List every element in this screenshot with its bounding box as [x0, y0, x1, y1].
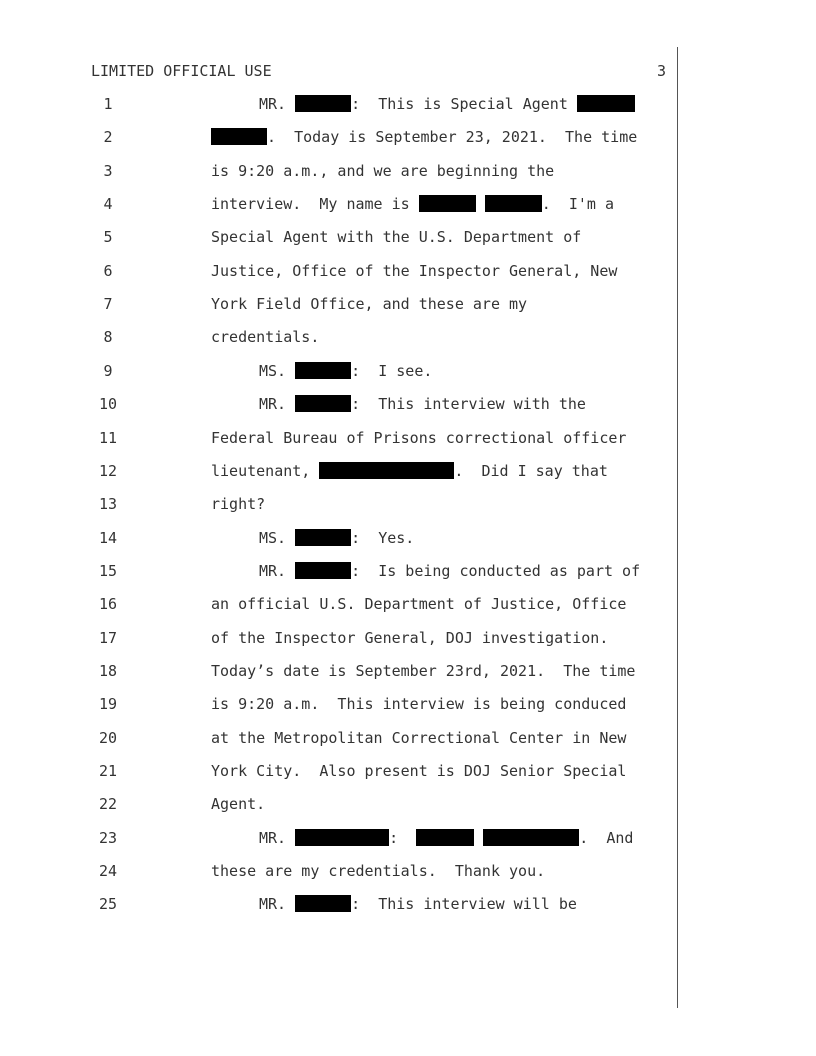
text-segment: : [389, 829, 417, 847]
line-text [211, 428, 626, 448]
line-text [211, 728, 626, 748]
line-number: 23 [98, 829, 118, 847]
line-number: 11 [98, 429, 118, 447]
line-number: 22 [98, 795, 118, 813]
line-text [211, 628, 608, 648]
text-segment: right? [211, 495, 266, 513]
transcript-line [0, 594, 676, 614]
text-segment: interview. My name is [211, 195, 419, 213]
line-text [211, 294, 527, 314]
line-text [259, 894, 577, 914]
redaction-block [211, 128, 267, 145]
text-segment: : This interview with the [351, 395, 586, 413]
line-text [259, 394, 586, 414]
redaction-block [295, 395, 351, 412]
line-number: 15 [98, 562, 118, 580]
line-number: 10 [98, 395, 118, 413]
line-number: 18 [98, 662, 118, 680]
line-text [211, 127, 637, 147]
transcript-line [0, 761, 676, 781]
line-number: 16 [98, 595, 118, 613]
line-text [211, 494, 265, 514]
redaction-block [485, 195, 542, 212]
line-text [259, 561, 640, 581]
text-segment: MR. [259, 562, 296, 580]
redaction-block [295, 95, 351, 112]
line-number: 1 [103, 95, 113, 113]
transcript-line [0, 428, 676, 448]
text-segment: Federal Bureau of Prisons correctional officer [211, 429, 627, 447]
transcript-line [0, 494, 676, 514]
transcript-line [0, 194, 676, 214]
text-segment: : This is Special Agent [351, 95, 577, 113]
transcript-line [0, 561, 676, 581]
text-segment: is 9:20 a.m. This interview is being conduced [211, 695, 627, 713]
classification-header: LIMITED OFFICIAL USE [91, 62, 272, 80]
line-text [211, 861, 545, 881]
redaction-block [295, 895, 351, 912]
transcript-line [0, 127, 676, 147]
redaction-block [416, 829, 474, 846]
transcript-line [0, 628, 676, 648]
text-segment: an official U.S. Department of Justice, Office [211, 595, 627, 613]
text-segment: Justice, Office of the Inspector General, New [211, 262, 618, 280]
text-segment: Today’s date is September 23rd, 2021. The time [211, 662, 636, 680]
line-text [211, 594, 626, 614]
line-text [259, 528, 414, 548]
page-margin-rule [677, 47, 678, 1008]
line-text [211, 161, 554, 181]
redaction-block [295, 829, 389, 846]
text-segment: . And [579, 829, 634, 847]
text-segment [476, 195, 485, 213]
line-text [259, 828, 633, 848]
transcript-line [0, 227, 676, 247]
text-segment: . Did I say that [454, 462, 608, 480]
text-segment: : Is being conducted as part of [351, 562, 641, 580]
text-segment [474, 829, 483, 847]
transcript-line [0, 327, 676, 347]
redaction-block [577, 95, 635, 112]
text-segment: MR. [259, 895, 296, 913]
redaction-block [419, 195, 476, 212]
line-number: 19 [98, 695, 118, 713]
transcript-line [0, 728, 676, 748]
text-segment: MS. [259, 529, 296, 547]
transcript-line [0, 528, 676, 548]
line-number: 24 [98, 862, 118, 880]
transcript-line [0, 394, 676, 414]
text-segment: Agent. [211, 795, 266, 813]
text-segment: . Today is September 23, 2021. The time [267, 128, 638, 146]
text-segment: : I see. [351, 362, 433, 380]
line-number: 14 [98, 529, 118, 547]
transcript-line [0, 661, 676, 681]
line-number: 12 [98, 462, 118, 480]
transcript-line [0, 261, 676, 281]
line-text [211, 461, 608, 481]
line-text [259, 94, 635, 114]
line-text [211, 327, 319, 347]
line-number: 21 [98, 762, 118, 780]
transcript-line [0, 94, 676, 114]
line-number: 13 [98, 495, 118, 513]
line-number: 6 [103, 262, 113, 280]
text-segment: : Yes. [351, 529, 415, 547]
text-segment: Special Agent with the U.S. Department of [211, 228, 582, 246]
text-segment: of the Inspector General, DOJ investigation. [211, 629, 609, 647]
text-segment: . I'm a [541, 195, 614, 213]
line-number: 4 [103, 195, 113, 213]
line-number: 7 [103, 295, 113, 313]
transcript-line [0, 161, 676, 181]
redaction-block [483, 829, 579, 846]
redaction-block [295, 362, 351, 379]
page-number: 3 [656, 62, 666, 80]
text-segment: MR. [259, 829, 296, 847]
line-text [211, 661, 635, 681]
line-text [211, 227, 581, 247]
redaction-block [295, 529, 351, 546]
line-number: 17 [98, 629, 118, 647]
line-number: 2 [103, 128, 113, 146]
transcript-line [0, 828, 676, 848]
line-number: 9 [103, 362, 113, 380]
line-number: 20 [98, 729, 118, 747]
line-number: 8 [103, 328, 113, 346]
text-segment: MS. [259, 362, 296, 380]
transcript-line [0, 794, 676, 814]
line-text [211, 194, 614, 214]
text-segment: York City. Also present is DOJ Senior Special [211, 762, 627, 780]
line-number: 25 [98, 895, 118, 913]
text-segment: credentials. [211, 328, 320, 346]
text-segment: MR. [259, 395, 296, 413]
line-text [259, 361, 432, 381]
transcript-line [0, 894, 676, 914]
redaction-block [319, 462, 454, 479]
transcript-line [0, 861, 676, 881]
transcript-line [0, 694, 676, 714]
text-segment: lieutenant, [211, 462, 320, 480]
text-segment: at the Metropolitan Correctional Center in New [211, 729, 627, 747]
text-segment: MR. [259, 95, 296, 113]
line-number: 5 [103, 228, 113, 246]
line-number: 3 [103, 162, 113, 180]
line-text [211, 261, 617, 281]
transcript-line [0, 361, 676, 381]
line-text [211, 761, 626, 781]
line-text [211, 694, 626, 714]
text-segment: : This interview will be [351, 895, 577, 913]
transcript-line [0, 461, 676, 481]
text-segment: is 9:20 a.m., and we are beginning the [211, 162, 555, 180]
text-segment: York Field Office, and these are my [211, 295, 528, 313]
transcript-line [0, 294, 676, 314]
text-segment: these are my credentials. Thank you. [211, 862, 546, 880]
redaction-block [295, 562, 351, 579]
line-text [211, 794, 265, 814]
